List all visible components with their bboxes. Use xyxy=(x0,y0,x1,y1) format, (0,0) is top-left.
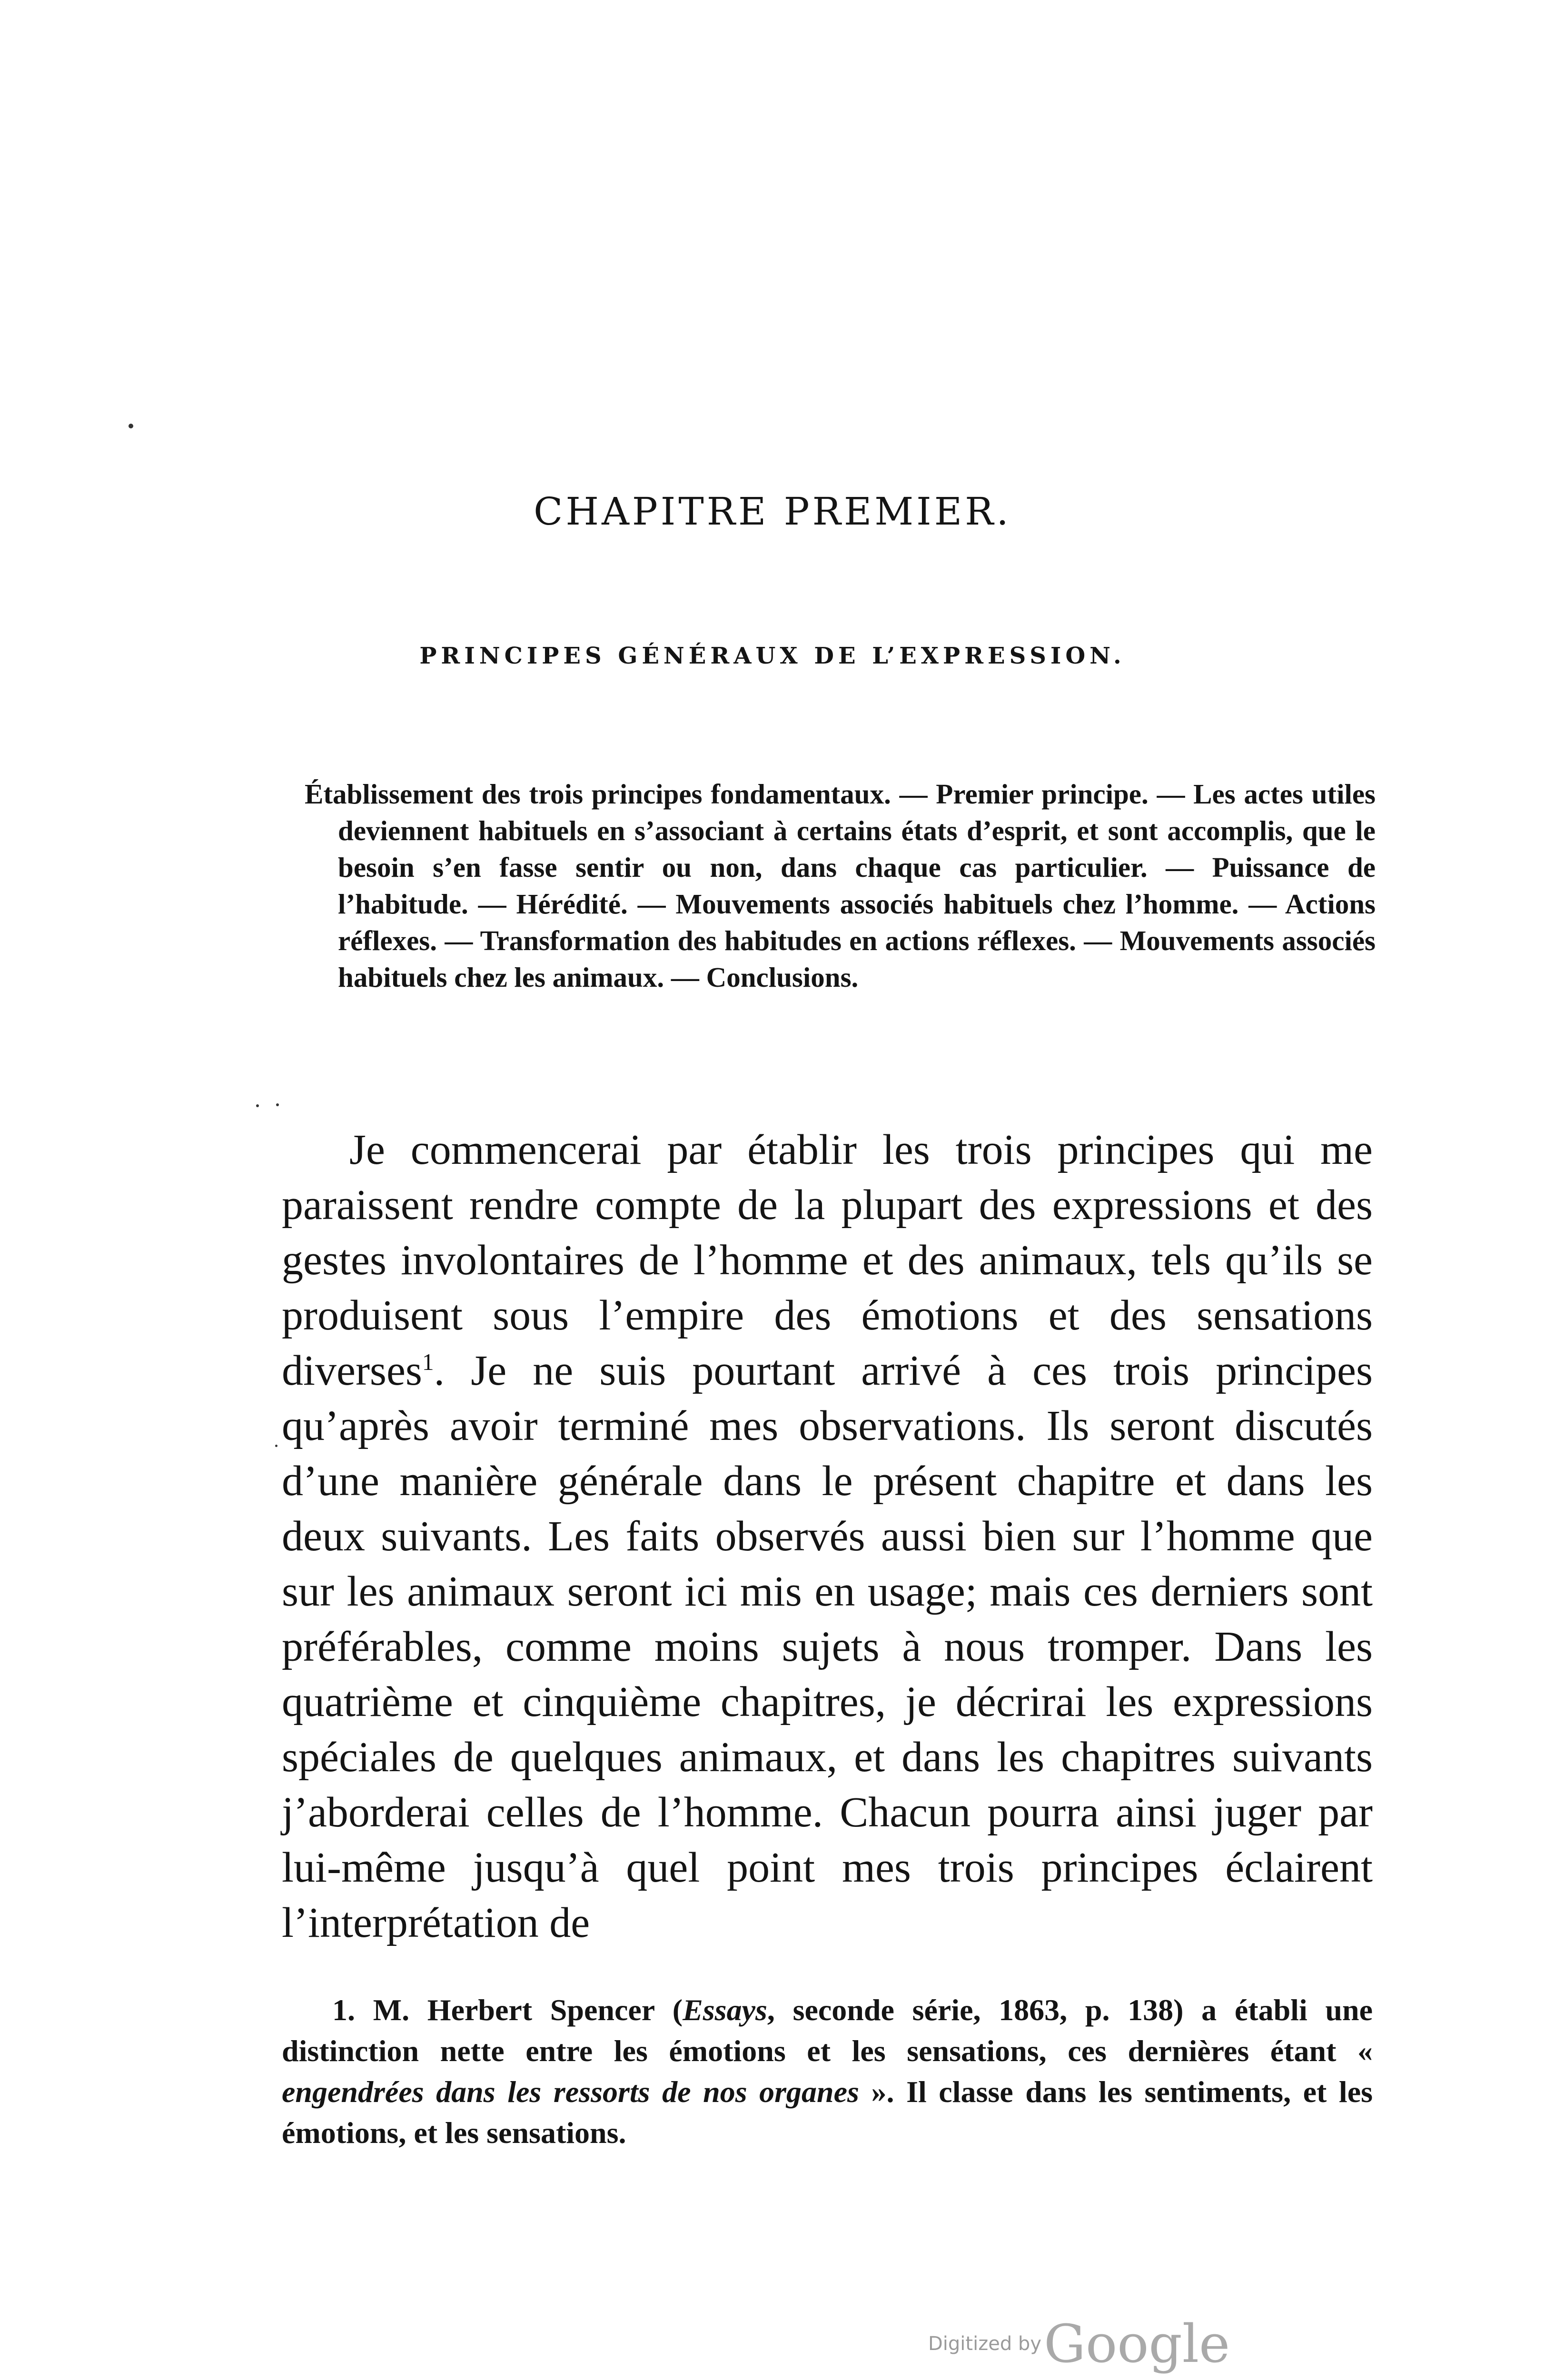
watermark-prefix: Digitized by xyxy=(928,2333,1041,2355)
body-paragraph xyxy=(282,1122,1373,1951)
footnote-text-part: , seconde série, 1863, p. 138) a établi une distinction nette entre les émotions et les sensations, ces dernières étant « xyxy=(282,1993,1373,2068)
speck xyxy=(256,1104,259,1107)
speck xyxy=(276,1103,279,1106)
speck xyxy=(275,1445,277,1447)
chapter-title: CHAPITRE PREMIER. xyxy=(534,489,1011,534)
footnote-text-part: ». Il classe dans les sentiments, et les émotions, et les sensations. xyxy=(282,2075,1373,2150)
digitized-watermark xyxy=(928,2313,1230,2374)
footnote-text-part: M. Herbert Spencer ( xyxy=(373,1993,683,2027)
footnote-quotation: engendrées dans les ressorts de nos organes xyxy=(282,2075,859,2109)
footnote-number: 1. xyxy=(332,1993,355,2027)
body-text-part: Je commencerai par établir les trois principes qui me paraissent rendre compte de la plupart des expressions et des gestes involontaires de l’homme et des animaux, tels qu’ils se produisent sous l’empire des émotions et des sensations diverses xyxy=(282,1126,1373,1394)
chapter-subtitle: PRINCIPES GÉNÉRAUX DE L’EXPRESSION. xyxy=(419,643,1126,669)
google-logo: Google xyxy=(1044,2313,1230,2374)
footnote xyxy=(282,1990,1373,2153)
chapter-summary: Établissement des trois principes fondamentaux. — Premier principe. — Les actes utiles deviennent habituels en s’associant à certains états d’esprit, et sont accomplis, que le besoin s’en fasse sentir ou non, dans chaque cas particulier. — Puissance de l’habitude. — Hérédité. — Mouvements associés habituels chez l’homme. — Actions réflexes. — Transformation des habitudes en actions réflexes. — Mouvements associés habituels chez les animaux. — Conclusions. xyxy=(305,778,1376,993)
body-text-part: . Je ne suis pourtant arrivé à ces trois principes qu’après avoir terminé mes observations. Ils seront discutés d’une manière générale dans le présent chapitre et dans les deux suivants. Les faits observés aussi bien sur l’homme que sur les animaux seront ici mis en usage; mais ces derniers sont préférables, comme moins sujets à nous tromper. Dans les quatrième et cinquième chapitres, je décrirai les expressions spéciales de quelques animaux, et dans les chapitres suivants j’aborderai celles de l’homme. Chacun pourra ainsi juger par lui-même jusqu’à quel point mes trois principes éclairent l’interprétation de xyxy=(282,1347,1373,1946)
footnote-marker: 1 xyxy=(422,1349,434,1375)
speck xyxy=(129,424,133,428)
footnote-book-title: Essays xyxy=(683,1993,767,2027)
